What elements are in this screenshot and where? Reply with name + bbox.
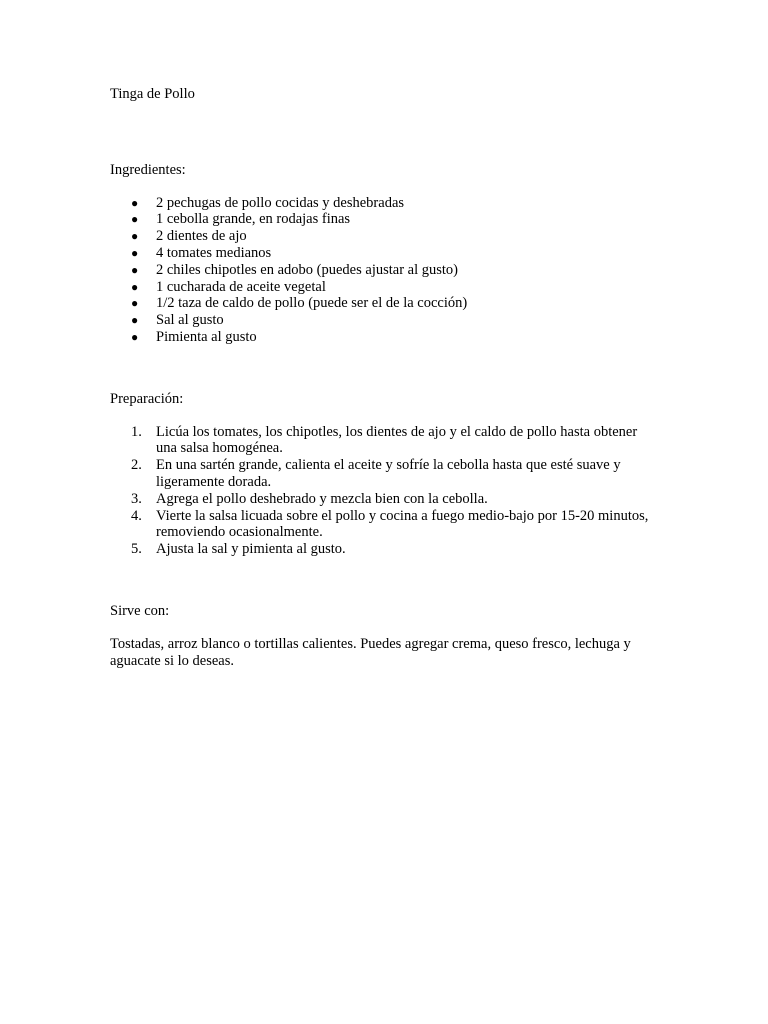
bullet-icon: ● (131, 262, 139, 277)
step-number: 1. (131, 423, 142, 440)
bullet-icon: ● (131, 279, 139, 294)
ingredient-item: ● Sal al gusto (131, 312, 224, 329)
ingredient-item: ● 4 tomates medianos (131, 244, 272, 261)
ingredient-item: ● 2 dientes de ajo (131, 228, 247, 245)
ingredient-item: ● 2 chiles chipotles en adobo (puedes ajustar al gusto) (131, 261, 459, 278)
step-number: 3. (131, 490, 142, 507)
bullet-icon: ● (131, 212, 139, 227)
preparation-heading: Preparación: (110, 390, 184, 407)
document-page (110, 86, 660, 669)
step-text: Ajusta la sal y pimienta al gusto. (156, 541, 346, 558)
ingredient-item: ● 1 cucharada de aceite vegetal (131, 278, 326, 295)
preparation-steps (110, 424, 660, 558)
bullet-icon: ● (131, 229, 139, 244)
ingredients-section (110, 162, 660, 346)
recipe-title: Tinga de Pollo (110, 86, 195, 102)
serve-text: Tostadas, arroz blanco o tortillas calientes. Puedes agregar crema, queso fresco, lechuga y aguacate si lo deseas. (110, 635, 631, 669)
step-number: 5. (131, 541, 142, 558)
step-number: 4. (131, 507, 142, 524)
ingredients-list (110, 195, 660, 346)
bullet-icon: ● (131, 296, 139, 311)
step-number: 2. (131, 457, 142, 474)
ingredients-heading: Ingredientes: (110, 161, 186, 178)
bullet-icon: ● (131, 245, 139, 260)
step-item (110, 457, 660, 491)
step-item (110, 424, 660, 458)
serve-heading: Sirve con: (110, 602, 170, 619)
ingredient-item: ● 1/2 taza de caldo de pollo (puede ser el de la cocción) (131, 295, 468, 312)
serve-section (110, 603, 660, 669)
bullet-icon: ● (131, 195, 139, 210)
ingredient-item: ● Pimienta al gusto (131, 328, 257, 345)
bullet-icon: ● (131, 329, 139, 344)
step-item (110, 541, 660, 558)
step-text: Vierte la salsa licuada sobre el pollo y cocina a fuego medio-bajo por 15-20 minutos, removiendo ocasionalmente. (156, 507, 649, 541)
preparation-section (110, 391, 660, 558)
step-text: En una sartén grande, calienta el aceite y sofríe la cebolla hasta que esté suave y ligeramente dorada. (156, 457, 621, 490)
ingredient-item: ● 2 pechugas de pollo cocidas y deshebradas (131, 194, 405, 211)
bullet-icon: ● (131, 313, 139, 328)
step-text: Agrega el pollo deshebrado y mezcla bien con la cebolla. (156, 490, 488, 507)
step-item (110, 508, 660, 542)
ingredient-item: ● 1 cebolla grande, en rodajas finas (131, 211, 351, 228)
step-item (110, 491, 660, 508)
step-text: Licúa los tomates, los chipotles, los dientes de ajo y el caldo de pollo hasta obtener una salsa homogénea. (156, 423, 638, 457)
